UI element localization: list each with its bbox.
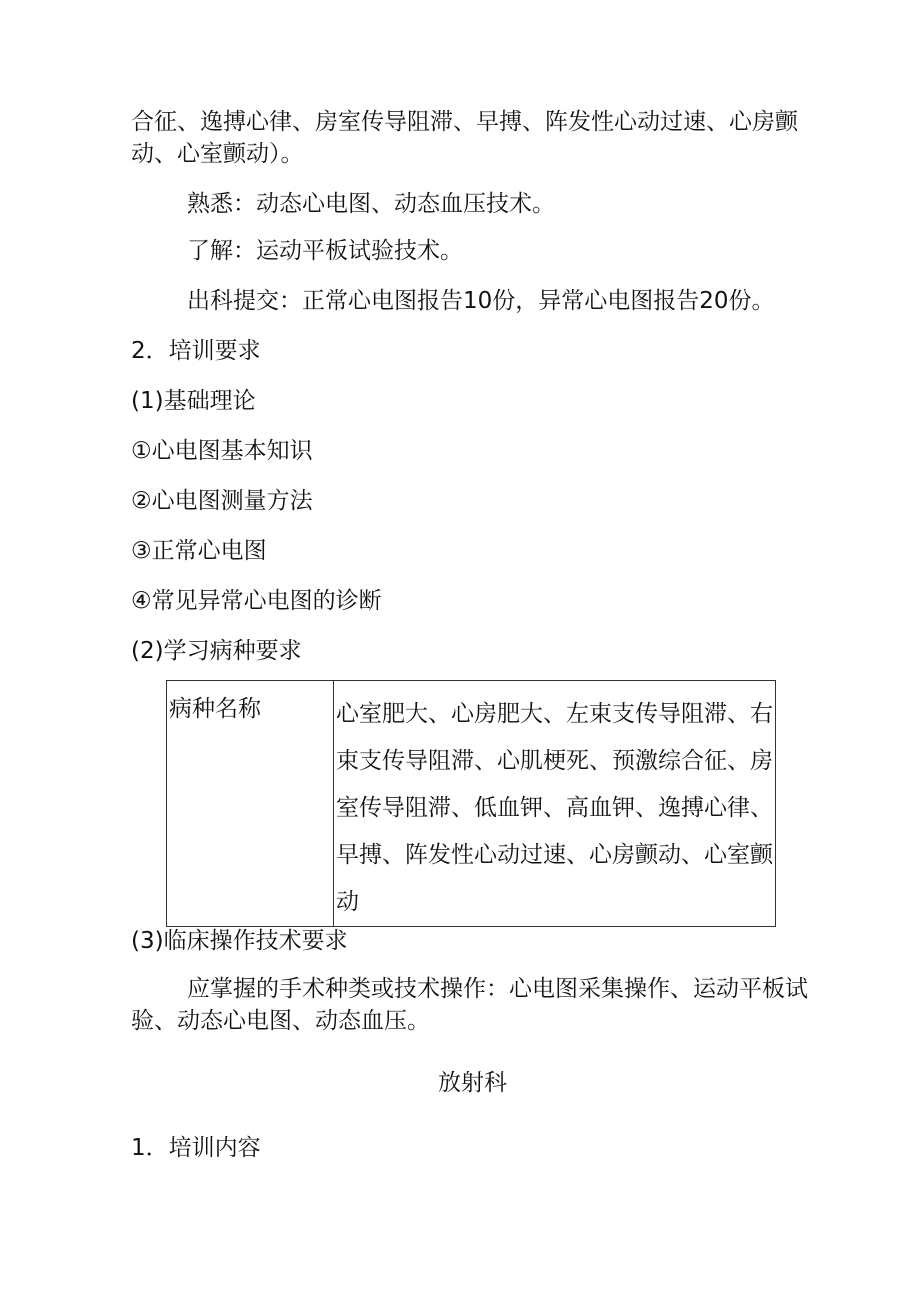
subsection-heading: (2)学习病种要求 [131, 638, 302, 664]
section-heading: 1．培训内容 [131, 1135, 261, 1161]
paragraph-line: 动、心室颤动）。 [131, 141, 304, 167]
table-value: 心室肥大、心房肥大、左束支传导阻滞、右束支传导阻滞、心肌梗死、预激综合征、房室传导阻滞、低血钾、高血钾、逸搏心律、早搏、阵发性心动过速、心房颤动、心室颤动 [336, 701, 773, 915]
section-heading: 2．培训要求 [131, 338, 261, 364]
table-row [167, 681, 776, 927]
list-item: ④常见异常心电图的诊断 [131, 588, 382, 614]
understand-text: 了解：运动平板试验技术。 [187, 238, 463, 264]
subsection-heading: (1)基础理论 [131, 388, 256, 414]
list-item: ①心电图基本知识 [131, 438, 313, 464]
list-item: ②心电图测量方法 [131, 488, 313, 514]
table-value-cell [334, 681, 776, 927]
subsection-heading: (3)临床操作技术要求 [131, 928, 348, 954]
paragraph-line: 验、动态心电图、动态血压。 [131, 1008, 430, 1034]
table-label: 病种名称 [169, 696, 261, 722]
paragraph-line: 合征、逸搏心律、房室传导阻滞、早搏、阵发性心动过速、心房颤 [131, 109, 798, 135]
list-item: ③正常心电图 [131, 538, 267, 564]
familiar-text: 熟悉：动态心电图、动态血压技术。 [187, 191, 555, 217]
disease-table [166, 680, 776, 927]
paragraph-line: 应掌握的手术种类或技术操作：心电图采集操作、运动平板试 [187, 976, 808, 1002]
submit-text: 出科提交：正常心电图报告10份，异常心电图报告20份。 [187, 288, 775, 314]
table-label-cell [167, 681, 334, 927]
section-title: 放射科 [438, 1070, 507, 1096]
